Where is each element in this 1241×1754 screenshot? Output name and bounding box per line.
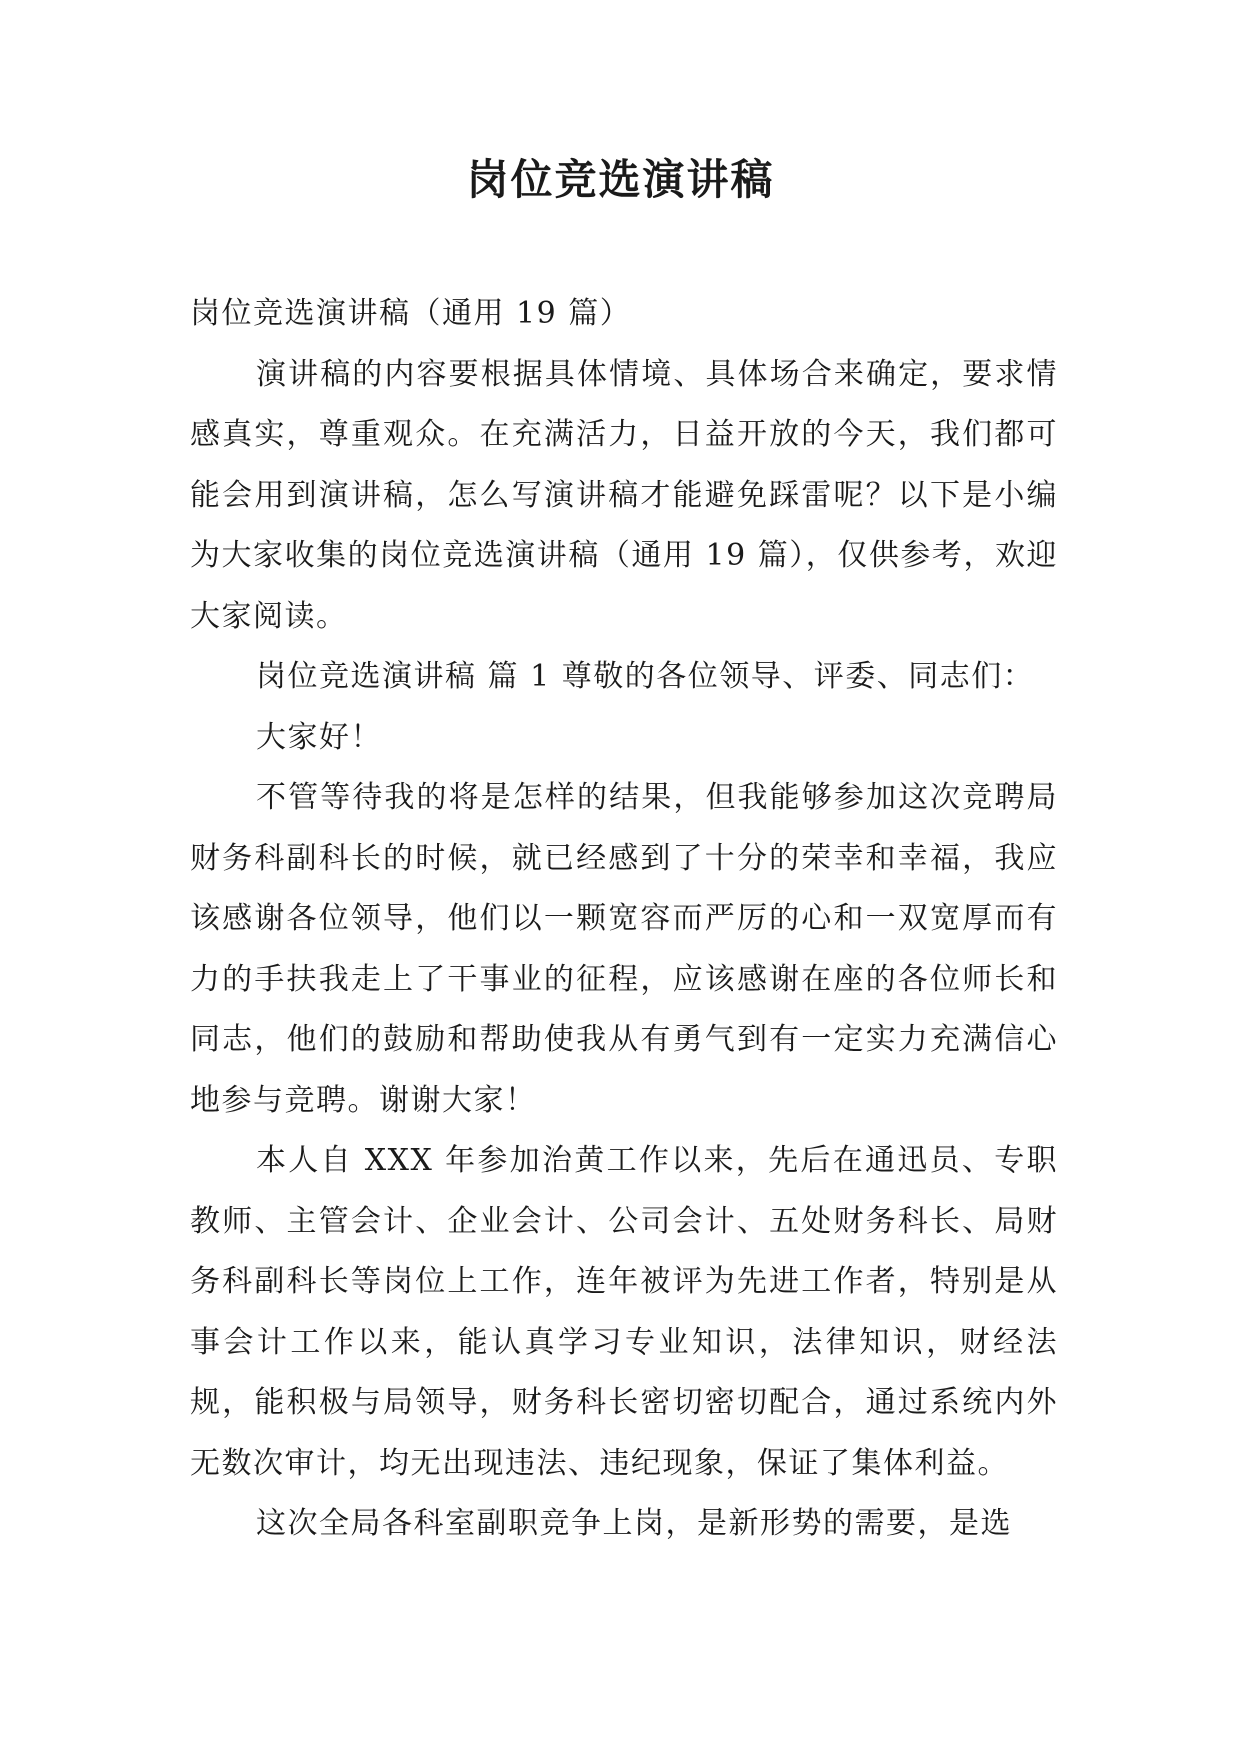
body-paragraph: 这次全局各科室副职竞争上岗，是新形势的需要，是选 [256,1506,1012,1541]
intro-paragraph: 演讲稿的内容要根据具体情境、具体场合来确定，要求情感真实，尊重观众。在充满活力，日益开放的今天，我们都可能会用到演讲稿，怎么写演讲稿才能避免踩雷呢？以下是小编为大家收集的岗位竞选演讲稿（通用 19 篇），仅供参考，欢迎大家阅读。 [190,356,1058,634]
greeting-paragraph: 大家好！ [256,719,382,755]
subtitle-paragraph: 岗位竞选演讲稿（通用 19 篇） [190,296,632,331]
document-title: 岗位竞选演讲稿 [466,155,775,204]
body-paragraph: 本人自 XXX 年参加治黄工作以来，先后在通迅员、专职教师、主管会计、企业会计、公司会计、五处财务科长、局财务科副科长等岗位上工作，连年被评为先进工作者，特别是从事会计工作以来，能认真学习专业知识，法律知识，财经法规，能积极与局领导，财务科长密切密切配合，通过系统内外无数次审计，均无出现违法、违纪现象，保证了集体利益。 [190,1143,1058,1481]
speech-heading-paragraph: 岗位竞选演讲稿 篇 1 尊敬的各位领导、评委、同志们： [256,659,1035,694]
document-body [190,284,1058,1555]
body-paragraph: 不管等待我的将是怎样的结果，但我能够参加这次竞聘局财务科副科长的时候，就已经感到了十分的荣幸和幸福，我应该感谢各位领导，他们以一颗宽容而严厉的心和一双宽厚而有力的手扶我走上了干事业的征程，应该感谢在座的各位师长和同志，他们的鼓励和帮助使我从有勇气到有一定实力充满信心地参与竞聘。谢谢大家！ [190,780,1058,1118]
